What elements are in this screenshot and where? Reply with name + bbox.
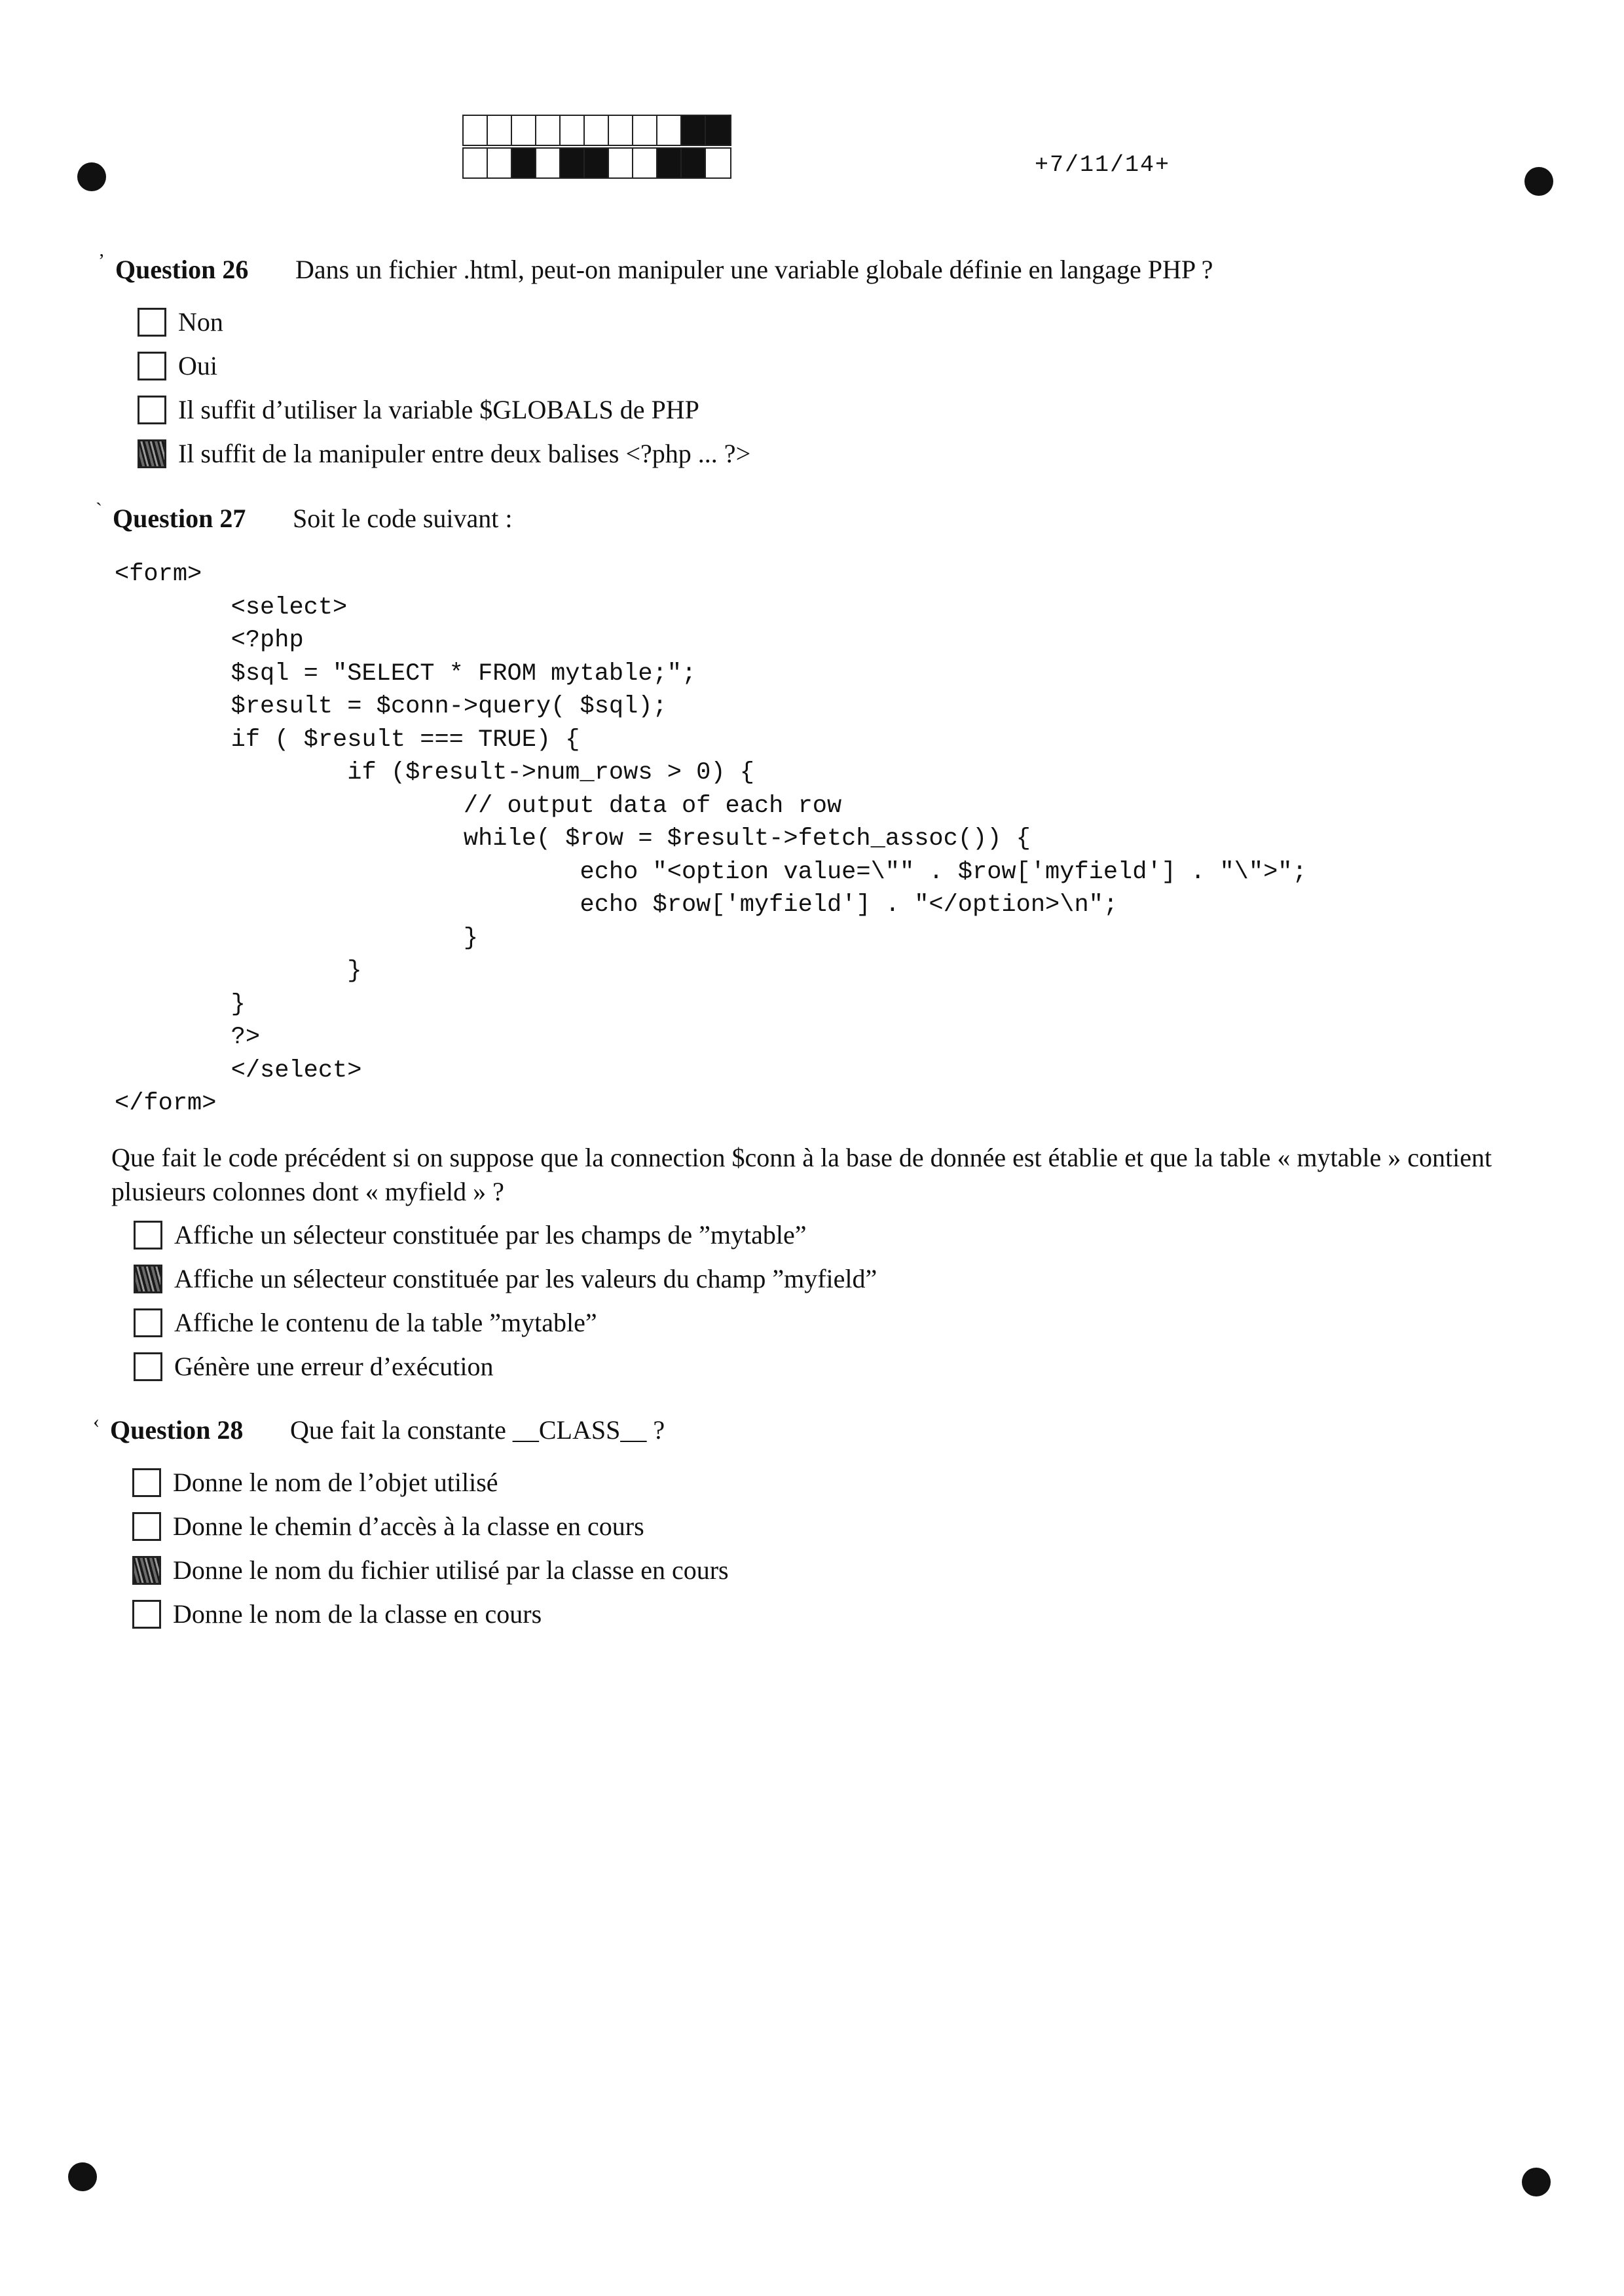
question-27-option-3[interactable] (134, 1307, 597, 1338)
question-27-option-2[interactable] (134, 1263, 877, 1294)
question-28-option-2[interactable] (132, 1511, 644, 1542)
checkbox[interactable] (138, 308, 166, 337)
question-27-header (96, 499, 513, 534)
question-26-tick-mark: ʼ (98, 250, 105, 272)
question-27-option-1[interactable] (134, 1219, 807, 1250)
question-26-header (98, 250, 1213, 285)
option-label: Donne le chemin d’accès à la classe en cours (173, 1511, 644, 1541)
registration-mark-bottom-left (68, 2162, 97, 2191)
barcode-cell-empty (561, 116, 585, 145)
registration-mark-bottom-right (1522, 2168, 1551, 2196)
option-label: Affiche un sélecteur constituée par les champs de ”mytable” (174, 1220, 807, 1250)
question-26-option-3[interactable] (138, 394, 699, 425)
question-26-text: Dans un fichier .html, peut-on manipuler une variable globale définie en langage PHP ? (295, 255, 1213, 284)
barcode-cell-filled (561, 149, 585, 177)
option-label: Donne le nom de la classe en cours (173, 1599, 542, 1629)
barcode-cell-filled (682, 116, 706, 145)
barcode-row-1 (462, 115, 731, 146)
checkbox[interactable] (132, 1600, 161, 1629)
barcode-cell-filled (706, 116, 730, 145)
option-label: Génère une erreur d’exécution (174, 1352, 494, 1381)
page-identifier: +7/11/14+ (1035, 152, 1171, 178)
question-28-option-1[interactable] (132, 1467, 498, 1498)
checkbox[interactable] (134, 1352, 162, 1381)
checkbox[interactable] (132, 1468, 161, 1497)
barcode-cell-filled (657, 149, 682, 177)
checkbox-checked[interactable] (132, 1556, 161, 1585)
checkbox[interactable] (138, 352, 166, 380)
question-28-option-3[interactable] (132, 1555, 729, 1585)
registration-mark-top-right (1524, 167, 1553, 196)
barcode-cell-empty (488, 116, 512, 145)
checkbox-checked[interactable] (138, 439, 166, 468)
question-26-number: Question 26 (115, 255, 249, 284)
question-26-option-4[interactable] (138, 438, 750, 469)
barcode-cell-empty (609, 149, 633, 177)
option-label: Donne le nom du fichier utilisé par la classe en cours (173, 1555, 729, 1585)
question-27-option-4[interactable] (134, 1351, 494, 1382)
barcode-cell-filled (682, 149, 706, 177)
option-label: Non (178, 307, 223, 337)
checkbox[interactable] (138, 396, 166, 424)
barcode-cell-filled (585, 149, 609, 177)
checkbox-checked[interactable] (134, 1265, 162, 1293)
barcode-cell-empty (536, 149, 561, 177)
question-27-number: Question 27 (113, 504, 246, 533)
question-28-header (93, 1411, 665, 1445)
barcode-cell-empty (633, 149, 657, 177)
barcode-cell-empty (512, 116, 536, 145)
option-label: Oui (178, 351, 217, 380)
barcode-cell-empty (464, 149, 488, 177)
question-26-option-2[interactable] (138, 350, 217, 381)
option-label: Donne le nom de l’objet utilisé (173, 1468, 498, 1497)
question-28-number: Question 28 (110, 1415, 244, 1445)
option-label: Affiche le contenu de la table ”mytable” (174, 1308, 597, 1337)
barcode-cell-empty (488, 149, 512, 177)
question-28-option-4[interactable] (132, 1599, 542, 1629)
checkbox[interactable] (134, 1221, 162, 1250)
question-28-tick-mark: ‹ (93, 1411, 100, 1432)
question-27-tick-mark: ˋ (96, 499, 102, 521)
question-26-option-1[interactable] (138, 306, 223, 337)
barcode-cell-empty (706, 149, 730, 177)
question-27-text: Soit le code suivant : (293, 504, 513, 533)
checkbox[interactable] (132, 1512, 161, 1541)
registration-mark-top-left (77, 162, 106, 191)
option-label: Affiche un sélecteur constituée par les valeurs du champ ”myfield” (174, 1264, 877, 1293)
barcode-cell-empty (536, 116, 561, 145)
barcode-cell-empty (609, 116, 633, 145)
barcode-row-2 (462, 147, 731, 179)
question-28-text: Que fait la constante __CLASS__ ? (290, 1415, 665, 1445)
barcode-cell-filled (512, 149, 536, 177)
barcode-cell-empty (657, 116, 682, 145)
php-code-block: <form> <select> <?php $sql = "SELECT * FROM mytable;"; $result = $conn->query( $sql); if ( $result === TRUE) { if ($result->num_rows > 0) { // output data of each row while( $row = $result->fetch_assoc()) { echo "<option value=\"" . $row['myfield'] . "\">"; echo $row['myfield'] . "</option>\n"; } } } ?> </select> </form> (115, 561, 1307, 1117)
option-label: Il suffit de la manipuler entre deux balises <?php ... ?> (178, 439, 751, 468)
question-27-paragraph: Que fait le code précédent si on suppose que la connection $conn à la base de donnée est établie et que la table « mytable » contient plusieurs colonnes dont « myfield » ? (111, 1143, 1492, 1206)
barcode-cell-empty (585, 116, 609, 145)
checkbox[interactable] (134, 1308, 162, 1337)
option-label: Il suffit d’utiliser la variable $GLOBALS de PHP (178, 395, 699, 424)
barcode-cell-empty (633, 116, 657, 145)
barcode-cell-empty (464, 116, 488, 145)
